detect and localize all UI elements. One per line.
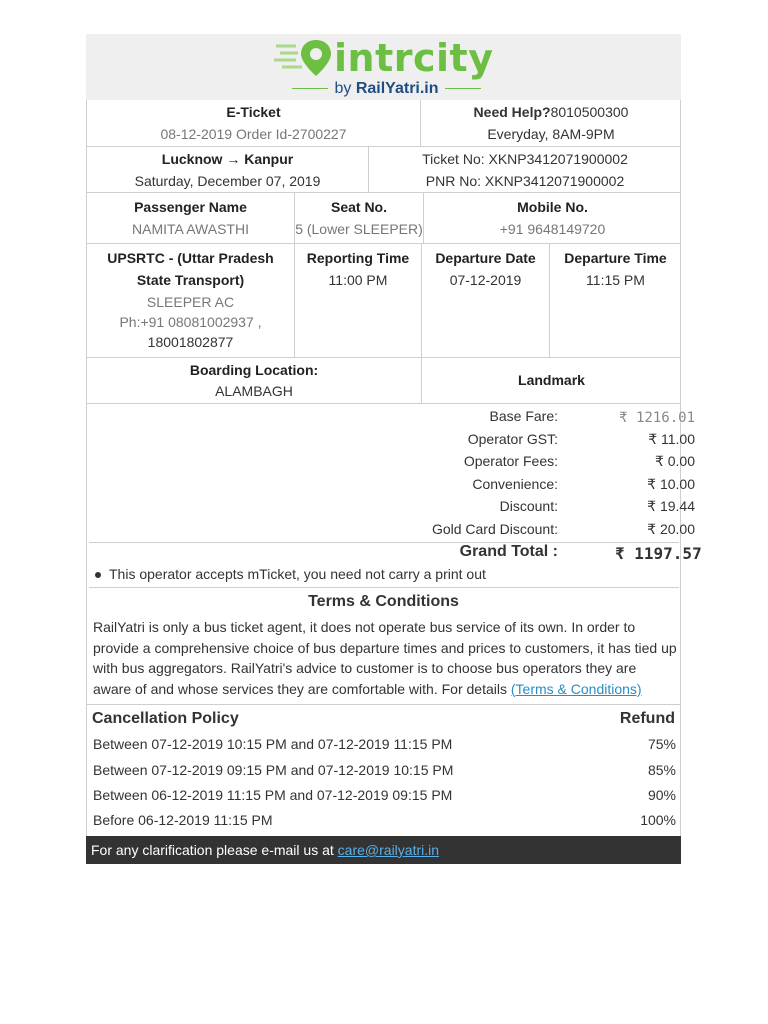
reporting-time-cell xyxy=(295,244,421,357)
logo-byline xyxy=(274,80,499,98)
policy-refund: 90% xyxy=(647,787,676,803)
ticket-title-cell xyxy=(87,100,420,146)
ticket-header xyxy=(86,34,681,100)
cancellation-title: Cancellation Policy xyxy=(92,710,239,727)
departure-date-cell xyxy=(422,244,549,357)
mobile-cell xyxy=(424,193,681,243)
terms-link[interactable]: (Terms & Conditions) xyxy=(510,680,642,697)
operator-row xyxy=(86,244,681,358)
departure-date-label: Departure Date xyxy=(435,250,536,266)
location-pin-icon xyxy=(274,36,334,80)
pnr-number: PNR No: XKNP3412071900002 xyxy=(425,173,625,189)
landmark-cell xyxy=(422,358,681,403)
passenger-name-label: Passenger Name xyxy=(134,199,247,215)
fare-label-gst: Operator GST: xyxy=(467,431,558,447)
operator-phone-line1: Ph:+91 08081002937 , xyxy=(119,314,262,330)
grand-total-value: ₹ 1197.57 xyxy=(615,544,702,563)
bullet-icon xyxy=(95,572,101,578)
passenger-name-cell xyxy=(87,193,294,243)
seat-label: Seat No. xyxy=(330,199,387,215)
byline-by: by xyxy=(334,80,352,97)
fare-breakdown xyxy=(86,404,695,544)
mticket-note-text: This operator accepts mTicket, you need not carry a print out xyxy=(109,566,486,582)
terms-title: Terms & Conditions xyxy=(308,593,459,610)
fare-label-fees: Operator Fees: xyxy=(463,453,558,469)
footer-text: For any clarification please e-mail us at xyxy=(91,842,338,858)
departure-time: 11:15 PM xyxy=(586,272,645,288)
policy-refund: 75% xyxy=(647,736,676,752)
landmark-label: Landmark xyxy=(518,372,585,388)
seat-cell xyxy=(295,193,423,243)
help-line xyxy=(421,103,681,121)
terms-body-text: RailYatri is only a bus ticket agent, it does not operate bus service of its own. In order to provide a comprehensive choice of bus departure times and prices to customers, it has tied up with bus aggregators. RailYatri's advice to customer is to choose bus operators they are aware of and whose services they are comfortable with. For details xyxy=(93,619,677,697)
byline-brand: RailYatri.in xyxy=(355,80,439,97)
operator-name-line2: State Transport) xyxy=(136,272,245,288)
policy-row xyxy=(93,735,676,753)
fare-value-gst: ₹ 11.00 xyxy=(648,431,695,447)
bus-type: SLEEPER AC xyxy=(146,294,235,310)
terms-body xyxy=(93,617,678,699)
help-hours: Everyday, 8AM-9PM xyxy=(487,126,615,142)
policy-row xyxy=(93,811,676,829)
fare-label-base: Base Fare: xyxy=(489,408,558,424)
route: Lucknow → Kanpur xyxy=(161,151,294,167)
mobile-number: +91 9648149720 xyxy=(499,221,606,237)
ticket-title: E-Ticket xyxy=(226,104,281,120)
byline-divider-left xyxy=(292,88,328,89)
fare-value-discount: ₹ 19.44 xyxy=(647,498,695,514)
operator-name-line1: UPSRTC - (Uttar Pradesh xyxy=(107,250,274,266)
fare-label-convenience: Convenience: xyxy=(472,476,558,492)
fare-value-gold-card: ₹ 20.00 xyxy=(647,521,695,537)
policy-period: Between 07-12-2019 10:15 PM and 07-12-2019 11:15 PM xyxy=(93,736,453,752)
policy-refund: 85% xyxy=(647,762,676,778)
intrcity-logo xyxy=(274,36,499,100)
ticket-info-row xyxy=(86,100,681,147)
boarding-location: ALAMBAGH xyxy=(215,383,293,399)
boarding-cell xyxy=(87,358,421,403)
grand-total-section xyxy=(86,543,702,589)
fare-label-gold-card: Gold Card Discount: xyxy=(431,521,558,537)
ticket-number: Ticket No: XKNP3412071900002 xyxy=(422,151,628,167)
boarding-row xyxy=(86,358,681,404)
order-line: 08-12-2019 Order Id-2700227 xyxy=(160,126,347,142)
policy-row xyxy=(93,786,676,804)
policy-row xyxy=(93,761,676,779)
departure-date: 07-12-2019 xyxy=(449,272,522,288)
policy-period: Between 07-12-2019 09:15 PM and 07-12-2019 10:15 PM xyxy=(93,762,454,778)
mticket-note xyxy=(93,565,673,583)
contact-footer xyxy=(86,836,681,864)
passenger-row xyxy=(86,193,681,244)
support-email-link[interactable]: care@railyatri.in xyxy=(337,842,440,858)
fare-value-base: ₹ 1216.01 xyxy=(619,410,695,426)
policy-period: Before 06-12-2019 11:15 PM xyxy=(93,812,273,828)
fare-value-convenience: ₹ 10.00 xyxy=(647,476,695,492)
reporting-time-label: Reporting Time xyxy=(306,250,410,266)
route-cell xyxy=(87,147,368,192)
reporting-time: 11:00 PM xyxy=(328,272,388,288)
e-ticket xyxy=(86,34,702,858)
journey-date: Saturday, December 07, 2019 xyxy=(134,173,321,189)
fare-value-fees: ₹ 0.00 xyxy=(654,453,695,469)
logo-wordmark: intrcity xyxy=(334,36,494,80)
help-phone[interactable]: 8010500300 xyxy=(550,104,629,120)
departure-time-cell xyxy=(550,244,681,357)
fare-label-discount: Discount: xyxy=(499,498,558,514)
departure-time-label: Departure Time xyxy=(564,250,667,266)
byline-divider-right xyxy=(445,88,481,89)
cancellation-section xyxy=(86,705,681,836)
terms-section xyxy=(86,588,681,704)
operator-cell xyxy=(87,244,294,357)
policy-refund: 100% xyxy=(640,812,676,828)
journey-row xyxy=(86,147,681,193)
help-cell xyxy=(421,100,681,146)
operator-phone-line2: 18001802877 xyxy=(147,334,234,350)
mobile-label: Mobile No. xyxy=(517,199,588,215)
policy-period: Between 06-12-2019 11:15 PM and 07-12-2019 09:15 PM xyxy=(93,787,453,803)
passenger-name: NAMITA AWASTHI xyxy=(132,221,249,237)
ticket-number-cell xyxy=(369,147,681,192)
seat-number: 5 (Lower SLEEPER) xyxy=(295,221,423,237)
boarding-label: Boarding Location: xyxy=(189,362,319,378)
refund-label: Refund xyxy=(619,710,675,727)
help-label: Need Help? xyxy=(473,104,551,120)
grand-total-label: Grand Total : xyxy=(459,543,558,560)
